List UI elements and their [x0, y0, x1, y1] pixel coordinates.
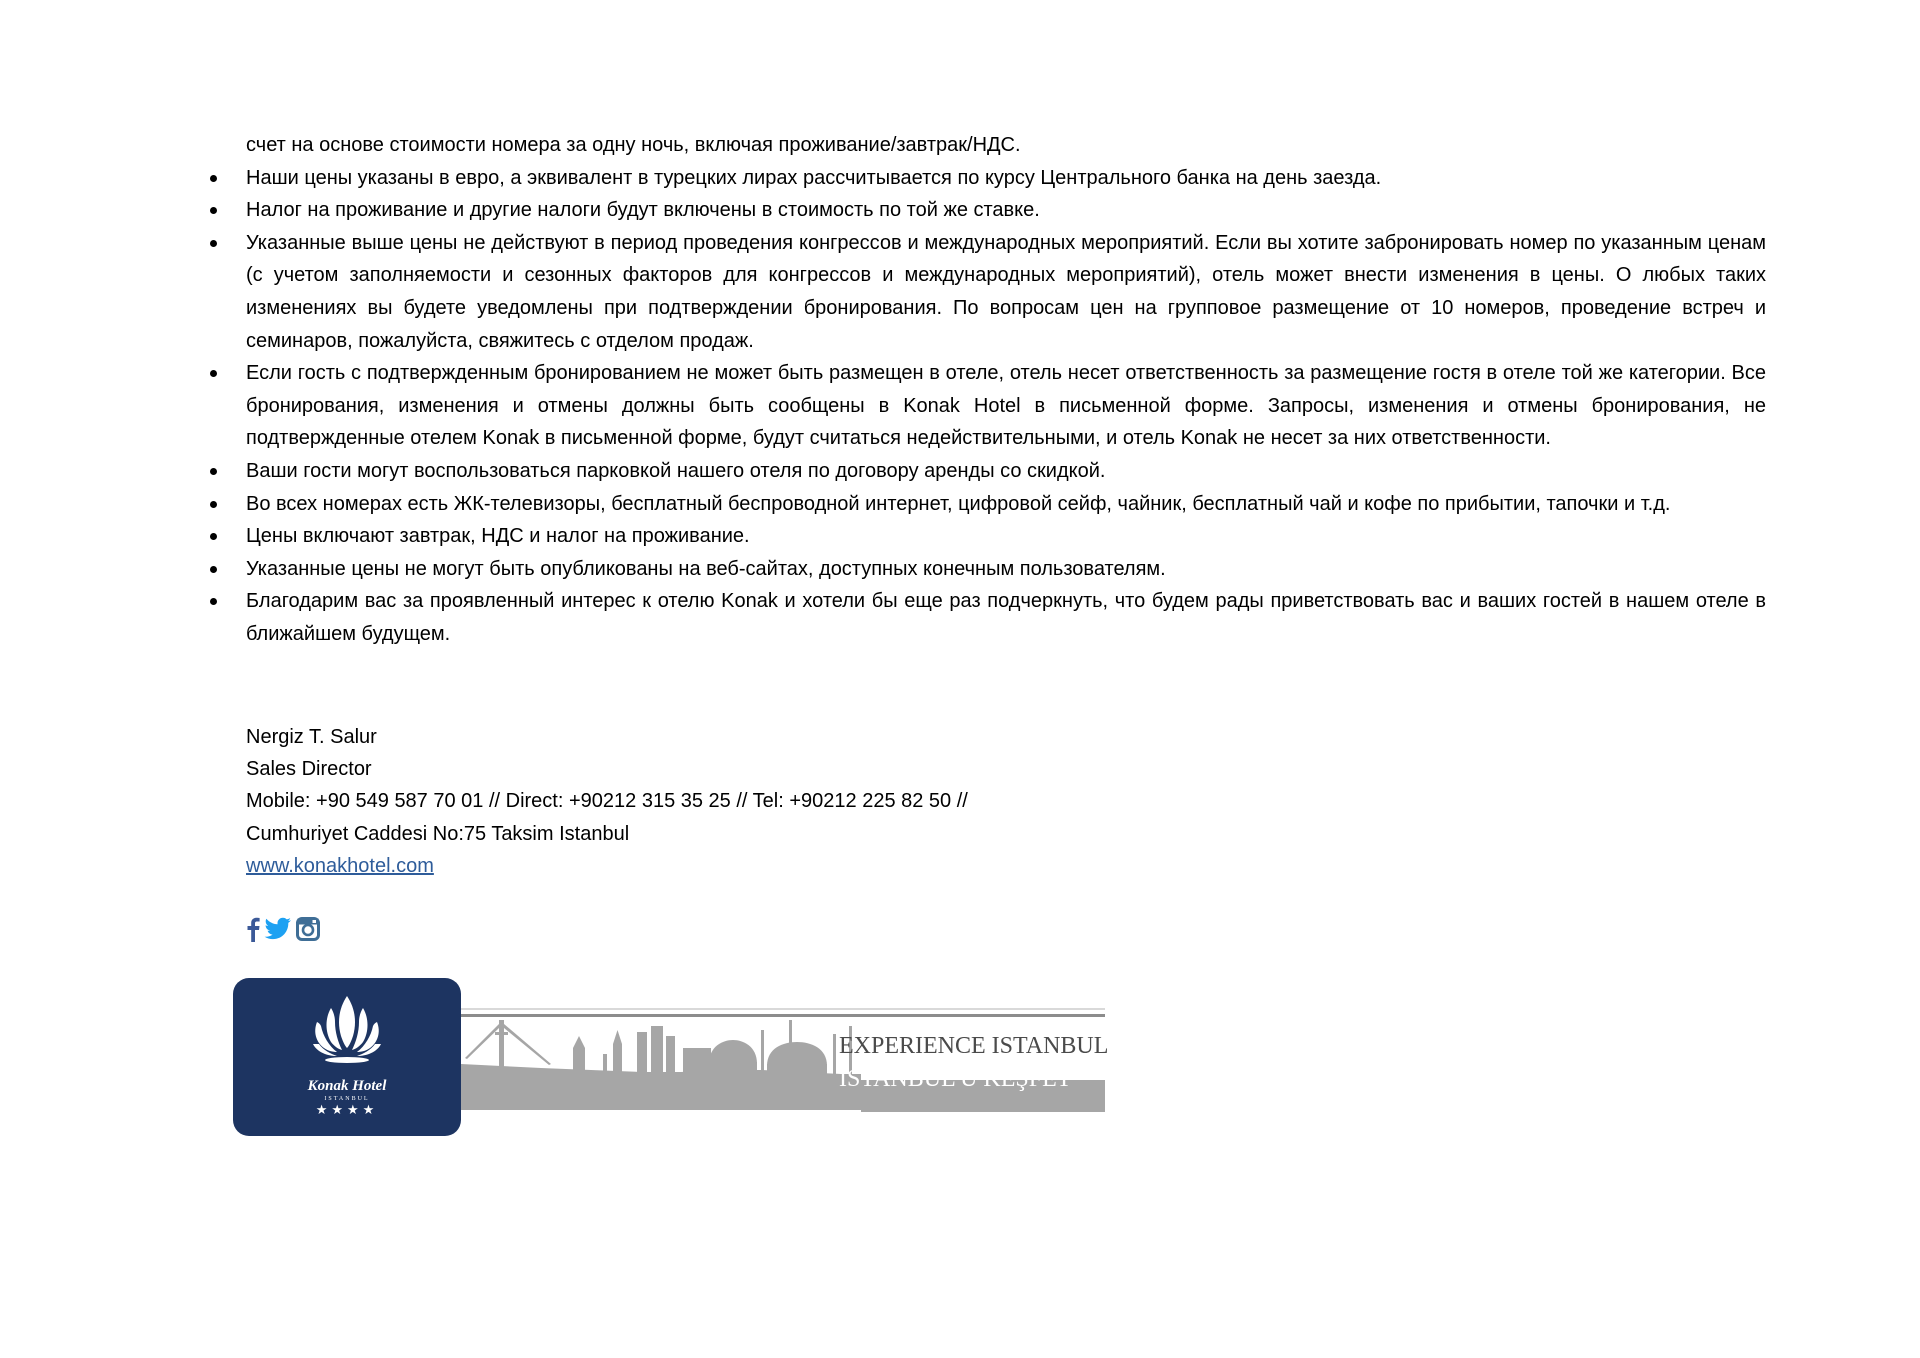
logo-city: ISTANBUL	[324, 1096, 370, 1102]
hotel-banner	[233, 978, 1109, 1138]
logo-stars: ★★★★	[315, 1102, 379, 1117]
list-item: Наши цены указаны в евро, а эквивалент в турецких лирах рассчитывается по курсу Центрального банка на день заезда.	[246, 162, 1766, 195]
website-link[interactable]: www.konakhotel.com	[246, 854, 434, 877]
list-item: Указанные цены не могут быть опубликованы на веб-сайтах, доступных конечным пользователям.	[246, 553, 1766, 586]
list-item: Ваши гости могут воспользоваться парковкой нашего отеля по договору аренды со скидкой.	[246, 455, 1766, 488]
document-body	[246, 129, 1766, 651]
twitter-icon[interactable]	[264, 917, 292, 946]
hotel-address: Cumhuriyet Caddesi No:75 Taksim Istanbul	[246, 822, 630, 845]
hotel-logo	[233, 978, 461, 1136]
logo-hotel-name: Konak Hotel	[307, 1078, 387, 1094]
list-item: Благодарим вас за проявленный интерес к отелю Konak и хотели бы еще раз подчеркнуть, что будем рады приветствовать вас и ваших гостей в нашем отеле в ближайшем будущем.	[246, 585, 1766, 650]
social-links	[246, 918, 320, 944]
istanbul-skyline-image	[461, 1008, 1105, 1112]
list-item: Указанные выше цены не действуют в период проведения конгрессов и международных мероприятий. Если вы хотите забронировать номер по указанным ценам (с учетом заполняемости и сезонных факторов для конгрессов и международных мероприятий), отель может внести изменения в цены. О любых таких изменениях вы будете уведомлены при подтверждении бронирования. По вопросам цен на групповое размещение от 10 номеров, проведение встреч и семинаров, пожалуйста, свяжитесь с отделом продаж.	[246, 227, 1766, 357]
phone-numbers: Mobile: +90 549 587 70 01 // Direct: +90212 315 35 25 // Tel: +90212 225 82 50 //	[246, 790, 968, 813]
signer-title: Sales Director	[246, 758, 372, 781]
intro-line: счет на основе стоимости номера за одну ночь, включая проживание/завтрак/НДС.	[246, 134, 1021, 156]
tagline-english: EXPERIENCE ISTANBUL	[839, 1033, 1109, 1059]
list-item: Цены включают завтрак, НДС и налог на проживание.	[246, 520, 1766, 553]
email-signature	[246, 721, 968, 882]
list-item: Налог на проживание и другие налоги будут включены в стоимость по той же ставке.	[246, 194, 1766, 227]
list-item: Если гость с подтвержденным бронированием не может быть размещен в отеле, отель несет ответственность за размещение гостя в отеле той же категории. Все бронирования, изменения и отмены должны быть сообщены в Konak Hotel в письменной форме. Запросы, изменения и отмены бронирования, не подтвержденные отелем Konak в письменной форме, будут считаться недействительными, и отель Konak не несет за них ответственности.	[246, 357, 1766, 455]
list-item: Во всех номерах есть ЖК-телевизоры, бесплатный беспроводной интернет, цифровой сейф, чайник, бесплатный чай и кофе по прибытии, тапочки и т.д.	[246, 488, 1766, 521]
terms-list	[246, 162, 1766, 651]
tagline-turkish: İSTANBUL'U KEŞFET	[839, 1066, 1072, 1092]
signer-name: Nergiz T. Salur	[246, 726, 377, 748]
lotus-emblem-icon	[233, 978, 461, 1078]
facebook-icon[interactable]	[246, 916, 260, 947]
instagram-icon[interactable]	[296, 917, 320, 946]
